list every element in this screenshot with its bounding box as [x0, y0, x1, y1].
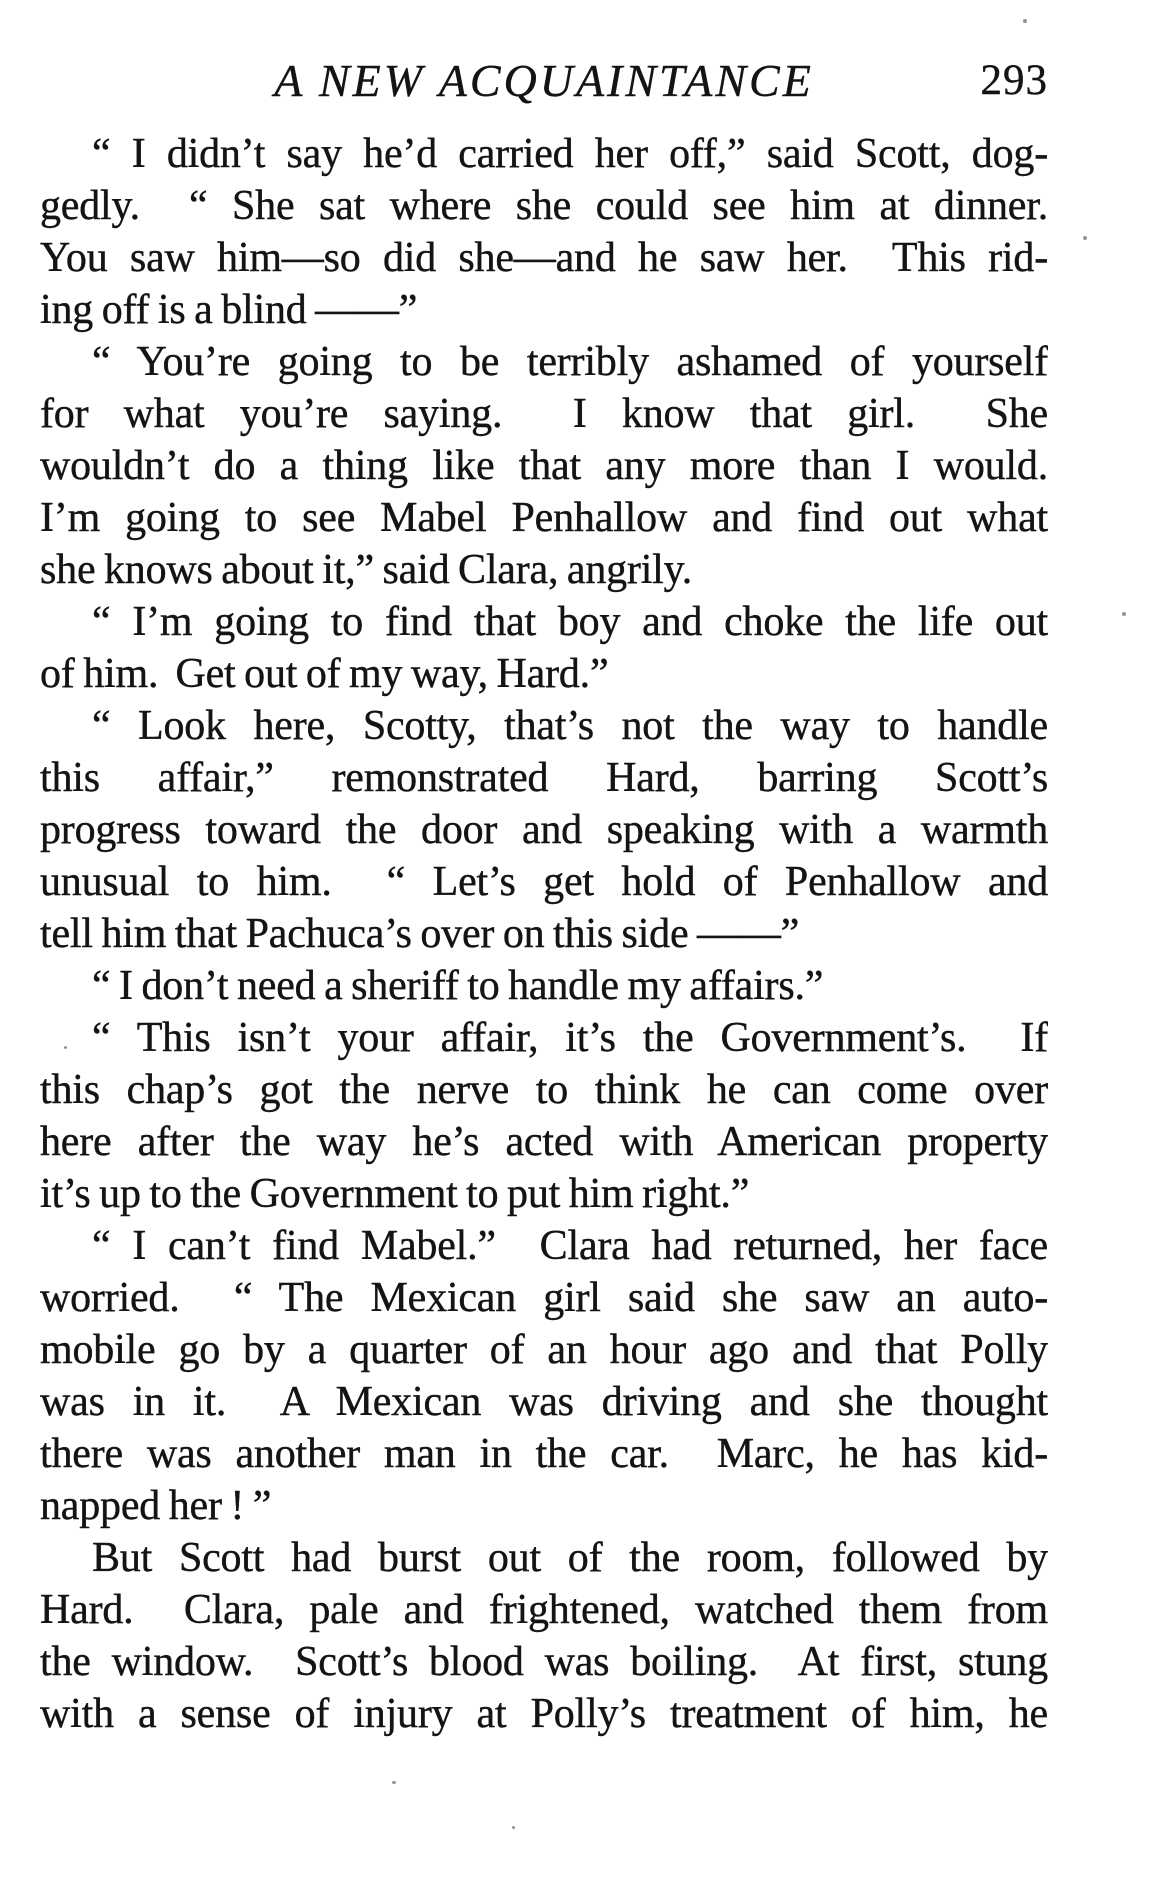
scan-speck	[1023, 19, 1027, 23]
text-line: worried. “ The Mexican girl said she saw an auto-	[40, 1275, 1048, 1321]
paragraph	[40, 596, 1048, 700]
chapter-title: A NEW ACQUAINTANCE	[274, 55, 814, 106]
paragraph	[40, 1012, 1048, 1220]
page-body	[40, 128, 1048, 1740]
text-line: the window. Scott’s blood was boiling. At first, stung	[40, 1639, 1048, 1685]
text-line: “ I don’t need a sheriff to handle my affairs.”	[92, 963, 824, 1009]
text-line: there was another man in the car. Marc, he has kid-	[40, 1431, 1048, 1477]
text-line: But Scott had burst out of the room, followed by	[92, 1535, 1048, 1581]
paragraph	[40, 700, 1048, 960]
text-line: this chap’s got the nerve to think he can come over	[40, 1067, 1048, 1113]
text-line: “ You’re going to be terribly ashamed of yourself	[92, 339, 1048, 385]
scan-speck	[1122, 612, 1126, 616]
paragraph	[40, 336, 1048, 596]
paragraph	[40, 1220, 1048, 1532]
page-number: 293	[980, 57, 1048, 104]
text-line: was in it. A Mexican was driving and she thought	[40, 1379, 1048, 1425]
text-line: tell him that Pachuca’s over on this side ——”	[40, 911, 800, 957]
text-line: unusual to him. “ Let’s get hold of Penhallow and	[40, 859, 1048, 905]
text-line: for what you’re saying. I know that girl. She	[40, 391, 1048, 437]
text-line: napped her ! ”	[40, 1483, 272, 1529]
paragraph	[40, 128, 1048, 336]
text-line: I’m going to see Mabel Penhallow and find out what	[40, 495, 1048, 541]
scan-speck	[64, 1046, 67, 1049]
page-header	[40, 54, 1048, 108]
paragraph	[40, 1532, 1048, 1740]
text-line: “ Look here, Scotty, that’s not the way to handle	[92, 703, 1048, 749]
text-line: mobile go by a quarter of an hour ago and that Polly	[40, 1327, 1048, 1373]
text-line: this affair,” remonstrated Hard, barring Scott’s	[40, 755, 1048, 801]
text-line: it’s up to the Government to put him right.”	[40, 1171, 750, 1217]
text-line: You saw him—so did she—and he saw her. This rid-	[40, 235, 1048, 281]
text-line: with a sense of injury at Polly’s treatment of him, he	[40, 1691, 1048, 1737]
text-line: gedly. “ She sat where she could see him at dinner.	[40, 183, 1048, 229]
paragraph	[40, 960, 1048, 1012]
scan-speck	[1083, 236, 1087, 240]
text-line: Hard. Clara, pale and frightened, watched them from	[40, 1587, 1048, 1633]
text-line: progress toward the door and speaking with a warmth	[40, 807, 1048, 853]
text-line: “ I didn’t say he’d carried her off,” said Scott, dog-	[92, 131, 1048, 177]
text-line: here after the way he’s acted with American property	[40, 1119, 1048, 1165]
text-line: “ This isn’t your affair, it’s the Government’s. If	[92, 1015, 1048, 1061]
text-line: “ I’m going to find that boy and choke the life out	[92, 599, 1048, 645]
text-line: “ I can’t find Mabel.” Clara had returned, her face	[92, 1223, 1048, 1269]
text-line: she knows about it,” said Clara, angrily.	[40, 547, 693, 593]
scan-speck	[392, 1781, 396, 1784]
scan-speck	[512, 1826, 515, 1829]
text-line: ing off is a blind ——”	[40, 287, 418, 333]
text-line: wouldn’t do a thing like that any more than I would.	[40, 443, 1048, 489]
text-line: of him. Get out of my way, Hard.”	[40, 651, 609, 697]
